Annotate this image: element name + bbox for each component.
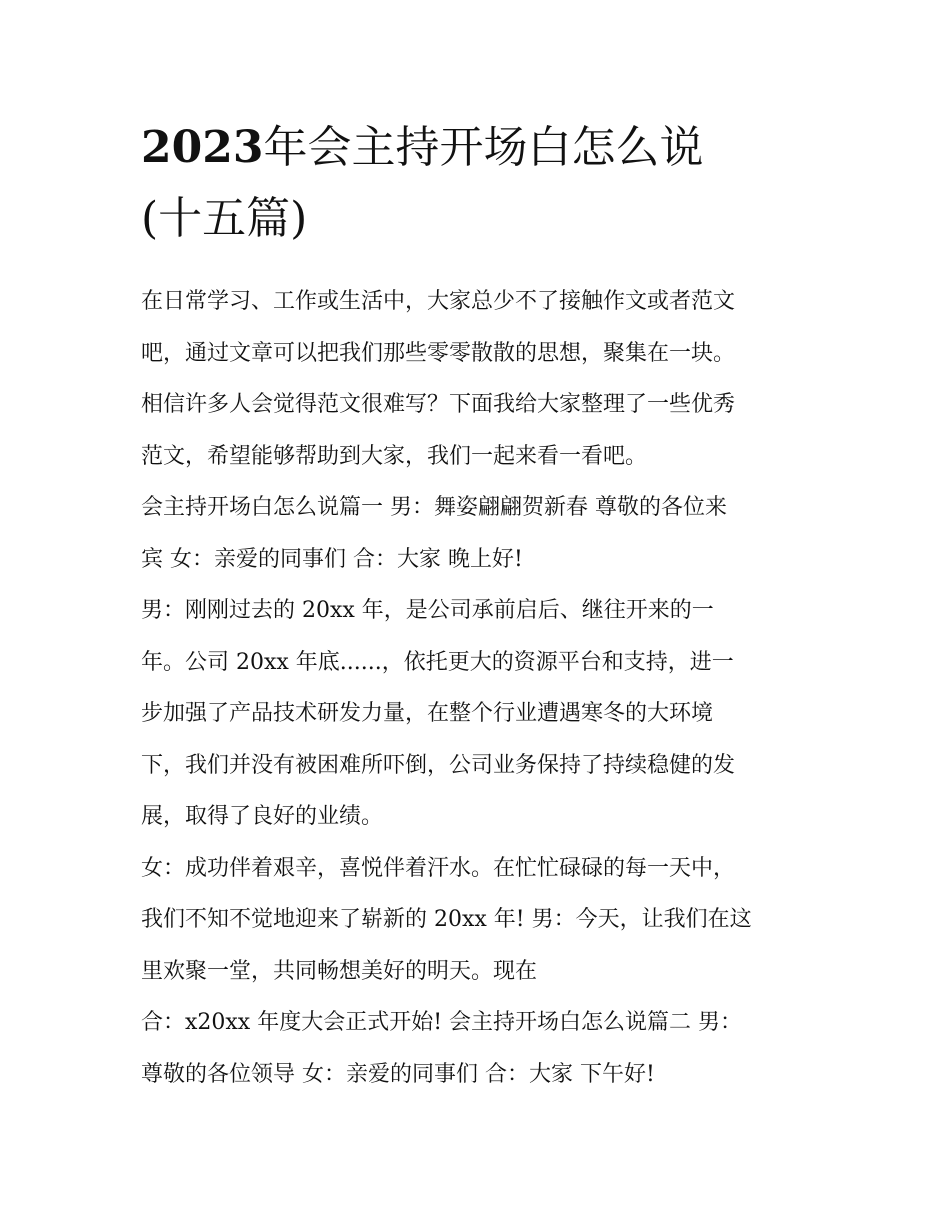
body-line: 相信许多人会觉得范文很难写？下面我给大家整理了一些优秀 [141,392,736,417]
body-line: 步加强了产品技术研发力量，在整个行业遭遇寒冬的大环境 [141,701,714,726]
body-line: 男：刚刚过去的 20xx 年，是公司承前启后、继往开来的一 [141,598,714,623]
title-year: 2023 [141,122,264,173]
body-line: 会主持开场白怎么说篇一 男：舞姿翩翩贺新春 尊敬的各位来 [141,495,727,520]
body-line: 宾 女：亲爱的同事们 合：大家 晚上好! [141,546,523,572]
body-line: 合：x20xx 年度大会正式开始! 会主持开场白怎么说篇二 男： [141,1010,743,1035]
body-line: 年。公司 20xx 年底......，依托更大的资源平台和支持，进一 [141,649,734,675]
document-title [141,112,821,254]
body-line: 展，取得了良好的业绩。 [141,804,384,829]
body-line: 女：成功伴着艰辛，喜悦伴着汗水。在忙忙碌碌的每一天中， [141,855,736,881]
title-subtitle: (十五篇) [141,193,308,244]
body-line: 尊敬的各位领导 女：亲爱的同事们 合：大家 下午好! [141,1061,655,1087]
body-line: 在日常学习、工作或生活中，大家总少不了接触作文或者范文 [141,289,736,314]
body-line: 下，我们并没有被困难所吓倒，公司业务保持了持续稳健的发 [141,752,736,778]
body-line: 范文，希望能够帮助到大家，我们一起来看一看吧。 [141,443,648,469]
document-body [141,276,821,1100]
body-line: 吧，通过文章可以把我们那些零零散散的思想，聚集在一块。 [141,340,736,366]
body-line: 里欢聚一堂，共同畅想美好的明天。现在 [141,958,538,984]
body-line: 我们不知不觉地迎来了崭新的 20xx 年! 男：今天，让我们在这 [141,907,752,932]
title-text: 年会主持开场白怎么说 [263,122,704,173]
